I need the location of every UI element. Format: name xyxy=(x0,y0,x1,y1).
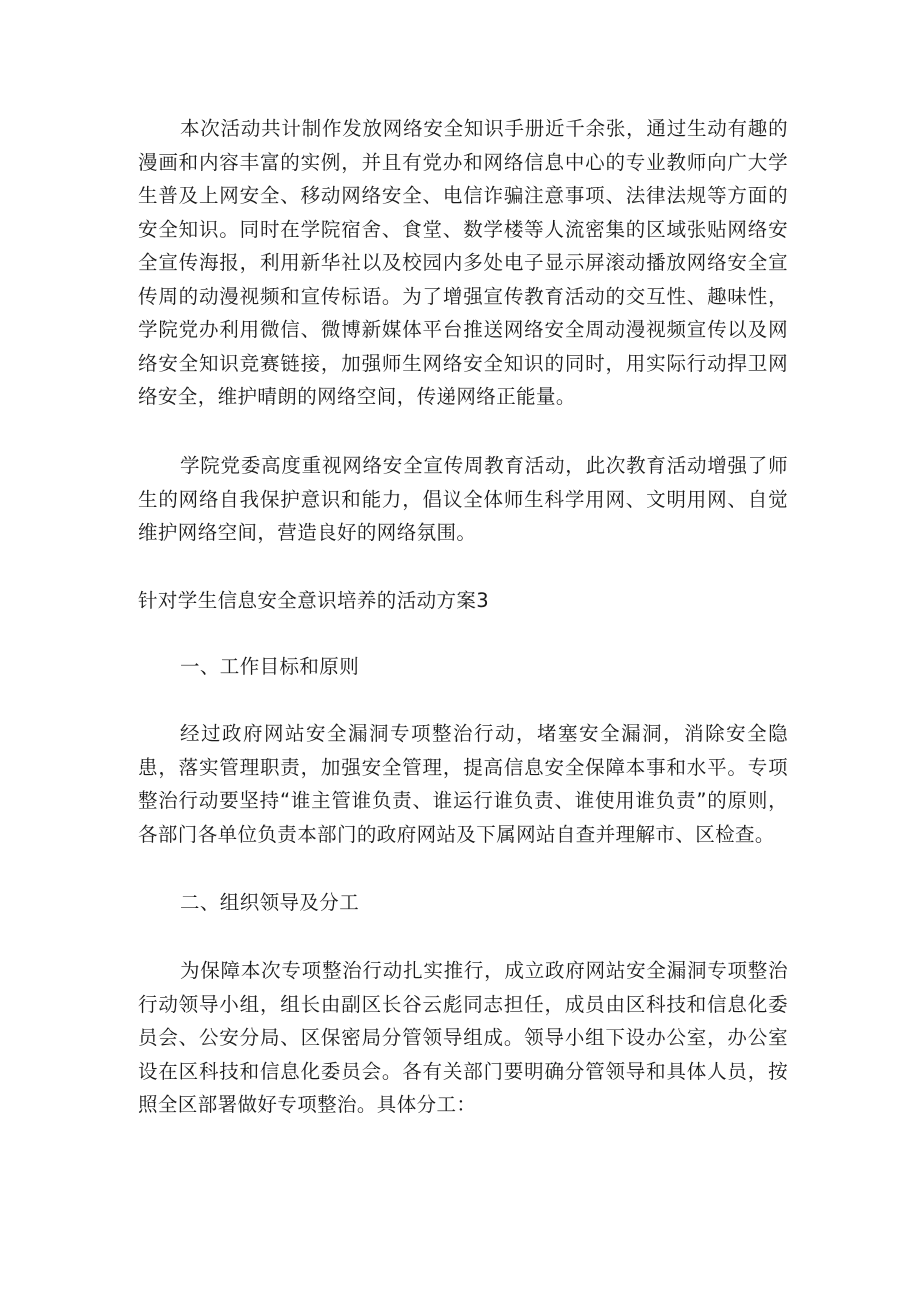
body-paragraph: 学院党委高度重视网络安全宣传周教育活动，此次教育活动增强了师生的网络自我保护意识和能力，倡议全体师生科学用网、文明用网、自觉维护网络空间，营造良好的网络氛围。 xyxy=(138,454,788,544)
section-heading-goals: 一、工作目标和原则 xyxy=(180,655,360,678)
body-paragraph: 本次活动共计制作发放网络安全知识手册近千余张，通过生动有趣的漫画和内容丰富的实例，并且有党办和网络信息中心的专业教师向广大学生普及上网安全、移动网络安全、电信诈骗注意事项、法律法规等方面的安全知识。同时在学院宿舍、食堂、数学楼等人流密集的区域张贴网络安全宣传海报，利用新华社以及校园内多处电子显示屏滚动播放网络安全宣传周的动漫视频和宣传标语。为了增强宣传教育活动的交互性、趣味性，学院党办利用微信、微博新媒体平台推送网络安全周动漫视频宣传以及网络安全知识竞赛链接，加强师生网络安全知识的同时，用实际行动捍卫网络安全，维护晴朗的网络空间，传递网络正能量。 xyxy=(138,117,788,408)
body-paragraph: 为保障本次专项整治行动扎实推行，成立政府网站安全漏洞专项整治行动领导小组，组长由副区长谷云彪同志担任，成员由区科技和信息化委员会、公安分局、区保密局分管领导组成。领导小组下设办公室，办公室设在区科技和信息化委员会。各有关部门要明确分管领导和具体人员，按照全区部署做好专项整治。具体分工： xyxy=(138,959,788,1116)
section-title: 针对学生信息安全意识培养的活动方案3 xyxy=(138,589,490,612)
body-paragraph: 经过政府网站安全漏洞专项整治行动，堵塞安全漏洞，消除安全隐患，落实管理职责，加强安全管理，提高信息安全保障本事和水平。专项整治行动要坚持“谁主管谁负责、谁运行谁负责、谁使用谁负责”的原则，各部门各单位负责本部门的政府网站及下属网站自查并理解市、区检查。 xyxy=(138,722,788,846)
section-heading-organization: 二、组织领导及分工 xyxy=(180,891,360,914)
